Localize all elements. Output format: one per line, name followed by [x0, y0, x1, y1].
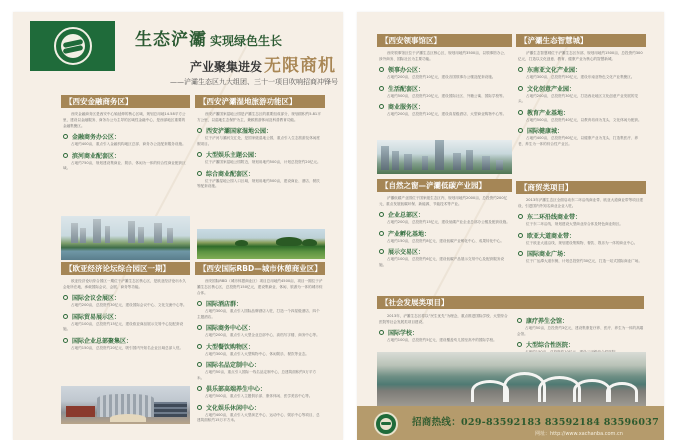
subsection-text: 占地约200亩，总投资约10亿元，建设高星级酒店、大型商业购物中心等。 — [387, 112, 507, 116]
section-intro: 西安金融商务区是西安中心轴延伸的核心区域，规划总用地14.58平方公里，建设以金融服务、商务办公为主导的区域性金融中心，是西部地区重要的金融集聚区。 — [63, 112, 186, 128]
section-consulate-district — [377, 34, 512, 118]
subsection-heading: 生活配套区： — [379, 84, 510, 93]
section-title: 【社会发展类项目】 — [377, 296, 644, 309]
circle-bullet-icon — [197, 386, 202, 391]
headline-tagline-2: 产业聚集进发 — [190, 60, 263, 74]
circle-bullet-icon — [518, 214, 523, 219]
subsection-text: 位于浐灞湿地公园入口区域，规划用地约500亩，建设商业、酒店、餐饮等配套设施。 — [197, 178, 320, 188]
subsection-text: 占地约200亩，总投资约15亿元，建设低碳产业企业总部办公楼及配套设施。 — [387, 220, 510, 224]
subsection-text: 占地约500亩，总投资约20亿元，建设国际社区、外籍公寓、国际学校等。 — [387, 93, 507, 98]
circle-bullet-icon — [197, 405, 202, 410]
subsection-text: 占地约400亩，重点引入金融机构地区总部、商务办公及配套服务设施。 — [71, 142, 186, 146]
subsection-heading: 展示交易区： — [379, 247, 510, 256]
circle-bullet-icon — [379, 212, 384, 217]
headline-subtitle: ——浐灞生态区九大组团、三十一项目吹响招商冲锋号 — [170, 78, 338, 86]
circle-bullet-icon — [63, 314, 68, 319]
circle-bullet-icon — [518, 233, 523, 238]
subsection-heading: 综合商业配套区： — [197, 169, 323, 178]
section-international-rbd — [195, 262, 325, 424]
section-finance-district — [61, 95, 190, 172]
headline-line-2 — [190, 51, 336, 76]
circle-bullet-icon — [63, 134, 68, 139]
subsection-text: 位于浐河与灞河交汇处，是国家级湿地公园，重点引入生态旅游及休闲度假项目。 — [197, 136, 320, 146]
section-intro: 欧亚经济论坛综合园区一期位于浐灞生态区核心区，是欧亚经济论坛永久会址所在地，承载国际会议、会展、商务等功能。 — [63, 279, 186, 289]
section-title: 【欧亚经济论坛综合园区一期】 — [61, 262, 190, 275]
subsection-heading: 滨河商业配套区： — [63, 151, 188, 160]
circle-bullet-icon — [379, 249, 384, 254]
section-intro: 浐灞低碳产业园位于国家级生态区内，规划用地约2000亩，总投资约200亿元，重点发展低碳环保、新能源、节能技术等产业。 — [379, 196, 508, 206]
headline-title: 生态浐灞 — [135, 30, 207, 50]
subsection-text: 占地约200亩，总投资约30亿元，建设国际会议中心、文化交流中心等。 — [71, 303, 187, 307]
circle-bullet-icon — [518, 110, 523, 115]
subsection-text: 占地约150亩，总投资约20亿元，吸引国内外知名企业区域总部入驻。 — [71, 345, 184, 350]
headline-highlight: 无限商机 — [264, 56, 337, 76]
section-commerce-projects — [516, 181, 646, 265]
subsection-text: 占地约100亩，总投资约15亿元，建设欧亚商品展示交易中心及配套设施。 — [63, 321, 184, 331]
wetland-park-photo — [197, 229, 325, 259]
brochure-header — [30, 21, 338, 86]
website-link[interactable]: 网址：http://www.xachanba.com.cn — [535, 431, 623, 437]
subsection-heading: 大型综合性医院： — [517, 340, 644, 349]
section-title: 【西安领事馆区】 — [377, 34, 512, 47]
section-intro: 2013年浐灞生态区全面启动东二环沿线商业带、欧亚大道商业带等项目建设，引进国内外知名商业企业入驻。 — [518, 198, 643, 208]
subsection-heading: 国际会议会展区： — [63, 293, 188, 302]
headline-tagline: 实现绿色生长 — [210, 34, 283, 48]
circle-bullet-icon — [379, 231, 384, 236]
subsection-text: 占地约50亩，总投资约3亿元，建设集康复疗养、医疗、养生为一体的高端会馆。 — [517, 326, 644, 336]
subsection-text: 位于浐灞国家湿地公园附近，规划用地约500亩，计划总投资约20亿元。 — [205, 160, 321, 164]
subsection-text: 位于东二环沿线，规划建设大型商业综合体及特色商业街区。 — [526, 222, 624, 226]
circle-bullet-icon — [63, 295, 68, 300]
section-eco-smart-city — [516, 34, 646, 147]
subsection-heading: 国际贸易展示区： — [63, 312, 188, 321]
section-wetland-tourism — [195, 95, 325, 190]
subsection-text: 占地约50亩，重点引入国际一线名品定制中心，总建筑面积约5万平方米。 — [197, 370, 317, 380]
subsection-text: 位于欧亚大道沿线，规划建设集购物、餐饮、娱乐为一体的商业中心。 — [526, 240, 638, 245]
circle-bullet-icon — [197, 152, 202, 157]
subsection-heading: 西安浐灞国家湿地公园： — [197, 126, 323, 135]
exhibition-building-photo — [61, 386, 190, 424]
social-dev-left-column — [377, 310, 510, 344]
section-title: 【西安浐灞湿地旅游功能区】 — [195, 95, 325, 108]
subsection-heading: 国际企业总部聚集区： — [63, 336, 188, 345]
subsection-heading: 康疗养生会馆： — [517, 316, 644, 325]
section-eurasia-forum-park — [61, 262, 190, 351]
circle-bullet-icon — [517, 318, 522, 323]
subsection-text: 占地约100亩，总投资约5亿元，建设覆盖幼儿园至高中的国际学校。 — [387, 338, 497, 342]
chanba-logo-small-icon — [374, 412, 398, 436]
circle-bullet-icon — [197, 344, 202, 349]
subsection-text: 位于广运潭大道东侧，计划总投资约30亿元，打造一站式国际商业广场。 — [526, 259, 642, 263]
circle-bullet-icon — [197, 362, 202, 367]
subsection-text: 占地约400亩，重点引入大型演艺中心、运动中心、娱乐中心等项目，总建筑面积约15万平方米。 — [197, 412, 320, 422]
circle-bullet-icon — [197, 128, 202, 133]
circle-bullet-icon — [517, 342, 522, 347]
hotline-label: 招商热线： — [412, 417, 462, 428]
circle-bullet-icon — [518, 251, 523, 256]
hotline-numbers: 029-83592183 83592184 83596037 — [461, 417, 660, 428]
circle-bullet-icon — [379, 104, 384, 109]
circle-bullet-icon — [518, 128, 523, 133]
circle-bullet-icon — [518, 67, 523, 72]
subsection-text: 占地约200亩，重点引入大型企业总部中心、高档写字楼、商务中心等。 — [205, 333, 320, 337]
section-title: 【西安国际RBD—城市休憩商业区】 — [195, 262, 325, 275]
section-low-carbon-park — [377, 179, 512, 268]
subsection-text: 占地约200亩，总投资约10亿元，建设各国领事办公楼及配套设施。 — [387, 75, 496, 79]
subsection-heading: 商业服务区： — [379, 102, 510, 111]
circle-bullet-icon — [379, 330, 384, 335]
subsection-text: 占地约500亩，总投资约40亿元，以教育培训为龙头，文化休闲为配套。 — [526, 117, 642, 122]
subsection-heading: 国际商业广场： — [518, 249, 644, 258]
subsection-heading: 东南亚文化产业园： — [518, 65, 644, 74]
subsection-heading: 欧亚大道商业带： — [518, 231, 644, 240]
section-title: 【西安金融商务区】 — [61, 95, 190, 108]
subsection-heading: 国际学校： — [379, 328, 508, 337]
subsection-heading: 国际商务中心区： — [197, 323, 323, 332]
section-intro: 浐灞生态智慧城位于浐灞生态区东部，规划用地约1500亩，总投资约300亿元，打造以文化创意、教育、健康产业为核心的智慧新城。 — [518, 51, 643, 61]
section-intro: 西安浐灞国家湿地公园是浐灞生态区的重要组成部分，规划面积约5.81平方公里，以湿地生态保护为主，兼顾旅游休闲及科普教育功能。 — [197, 112, 321, 122]
section-social-development — [377, 296, 646, 309]
subsection-text: 占地约100亩，总投资约6亿元，建设低碳产品展示交易中心及配套服务设施。 — [379, 257, 504, 267]
subsection-heading: 文化娱乐休闲中心： — [197, 403, 323, 412]
subsection-heading: 文化创意产业园： — [518, 84, 644, 93]
subsection-text: 占地约200亩，总投资约30亿元，打造西北地区文化创意产业发展的龙头。 — [518, 93, 639, 103]
subsection-text: 占地约400亩，总投资约60亿元，以健康产业为龙头，打造集医疗、养老、养生为一体的综合性产业区。 — [518, 136, 639, 146]
subsection-heading: 领事办公区： — [379, 65, 510, 74]
circle-bullet-icon — [197, 325, 202, 330]
subsection-heading: 国际酒店群： — [197, 299, 323, 308]
subsection-heading: 教育产业基地： — [518, 108, 644, 117]
subsection-heading: 金融商务办公区： — [63, 132, 188, 141]
subsection-heading: 大型餐饮购物区： — [197, 342, 323, 351]
circle-bullet-icon — [197, 171, 202, 176]
subsection-text: 占地约750亩，规划建设集商业、娱乐、休闲为一体的综合性商业配套区域。 — [63, 160, 186, 170]
chanba-logo-icon — [30, 21, 115, 71]
subsection-heading: 国际健康城： — [518, 126, 644, 135]
city-skyline-photo — [61, 216, 190, 260]
circle-bullet-icon — [197, 301, 202, 306]
circle-bullet-icon — [379, 86, 384, 91]
subsection-text: 占地约300亩，重点引入大型购物中心、休闲娱乐、餐饮等业态。 — [205, 351, 309, 356]
section-intro: 西安国际RBD（城市休憩商业区）项目总用地约4500亩，项目一期位于浐灞生态区核心区，总投资约150亿元，建设集商业、休闲、旅游为一体的城市综合体。 — [197, 279, 323, 295]
river-bridge-photo — [377, 352, 646, 406]
investment-hotline — [412, 414, 659, 428]
subsection-heading: 企业总部区： — [379, 210, 510, 219]
section-intro: 西安领事馆区位于浐灞生态区核心区，规划用地约3500亩，以领事馆办公、涉外商务、国际社区为主要功能。 — [379, 51, 508, 61]
subsection-heading: 俱乐部高端养生中心： — [197, 384, 323, 393]
circle-bullet-icon — [518, 86, 523, 91]
contact-footer — [357, 406, 664, 440]
headline-line-1 — [135, 25, 282, 50]
section-title: 【自然之窗—浐灞低碳产业园】 — [377, 179, 512, 192]
circle-bullet-icon — [63, 153, 68, 158]
section-title: 【浐灞生态智慧城】 — [516, 34, 646, 47]
section-title: 【商贸类项目】 — [516, 181, 646, 194]
circle-bullet-icon — [63, 338, 68, 343]
subsection-text: 占地约500亩，重点引入主题俱乐部、康体休闲、医学美容中心等。 — [205, 394, 313, 398]
subsection-heading: 国际名品定制中心： — [197, 360, 323, 369]
subsection-text: 占地约150亩，总投资约8亿元，建设低碳产业孵化中心、成果转化中心。 — [387, 238, 504, 243]
subsection-text: 占地约300亩，总投资约50亿元，建设东南亚特色文化产业集聚区。 — [526, 75, 635, 79]
high-rise-district-photo — [377, 140, 512, 174]
section-intro: 2013年，浐灞生态区将以“民生优先”为理念，重点推进国际学校、大型综合医院等社会发展类项目建设。 — [379, 314, 508, 324]
social-dev-right-column — [515, 310, 646, 356]
circle-bullet-icon — [379, 67, 384, 72]
subsection-heading: 东二环沿线商业带： — [518, 212, 644, 221]
subsection-text: 占地约300亩，重点引入国际品牌酒店入驻，打造一个四星级酒店、四个主题酒店。 — [197, 309, 320, 319]
subsection-heading: 大型娱乐主题公园： — [197, 150, 323, 159]
subsection-heading: 产业孵化基地： — [379, 229, 510, 238]
